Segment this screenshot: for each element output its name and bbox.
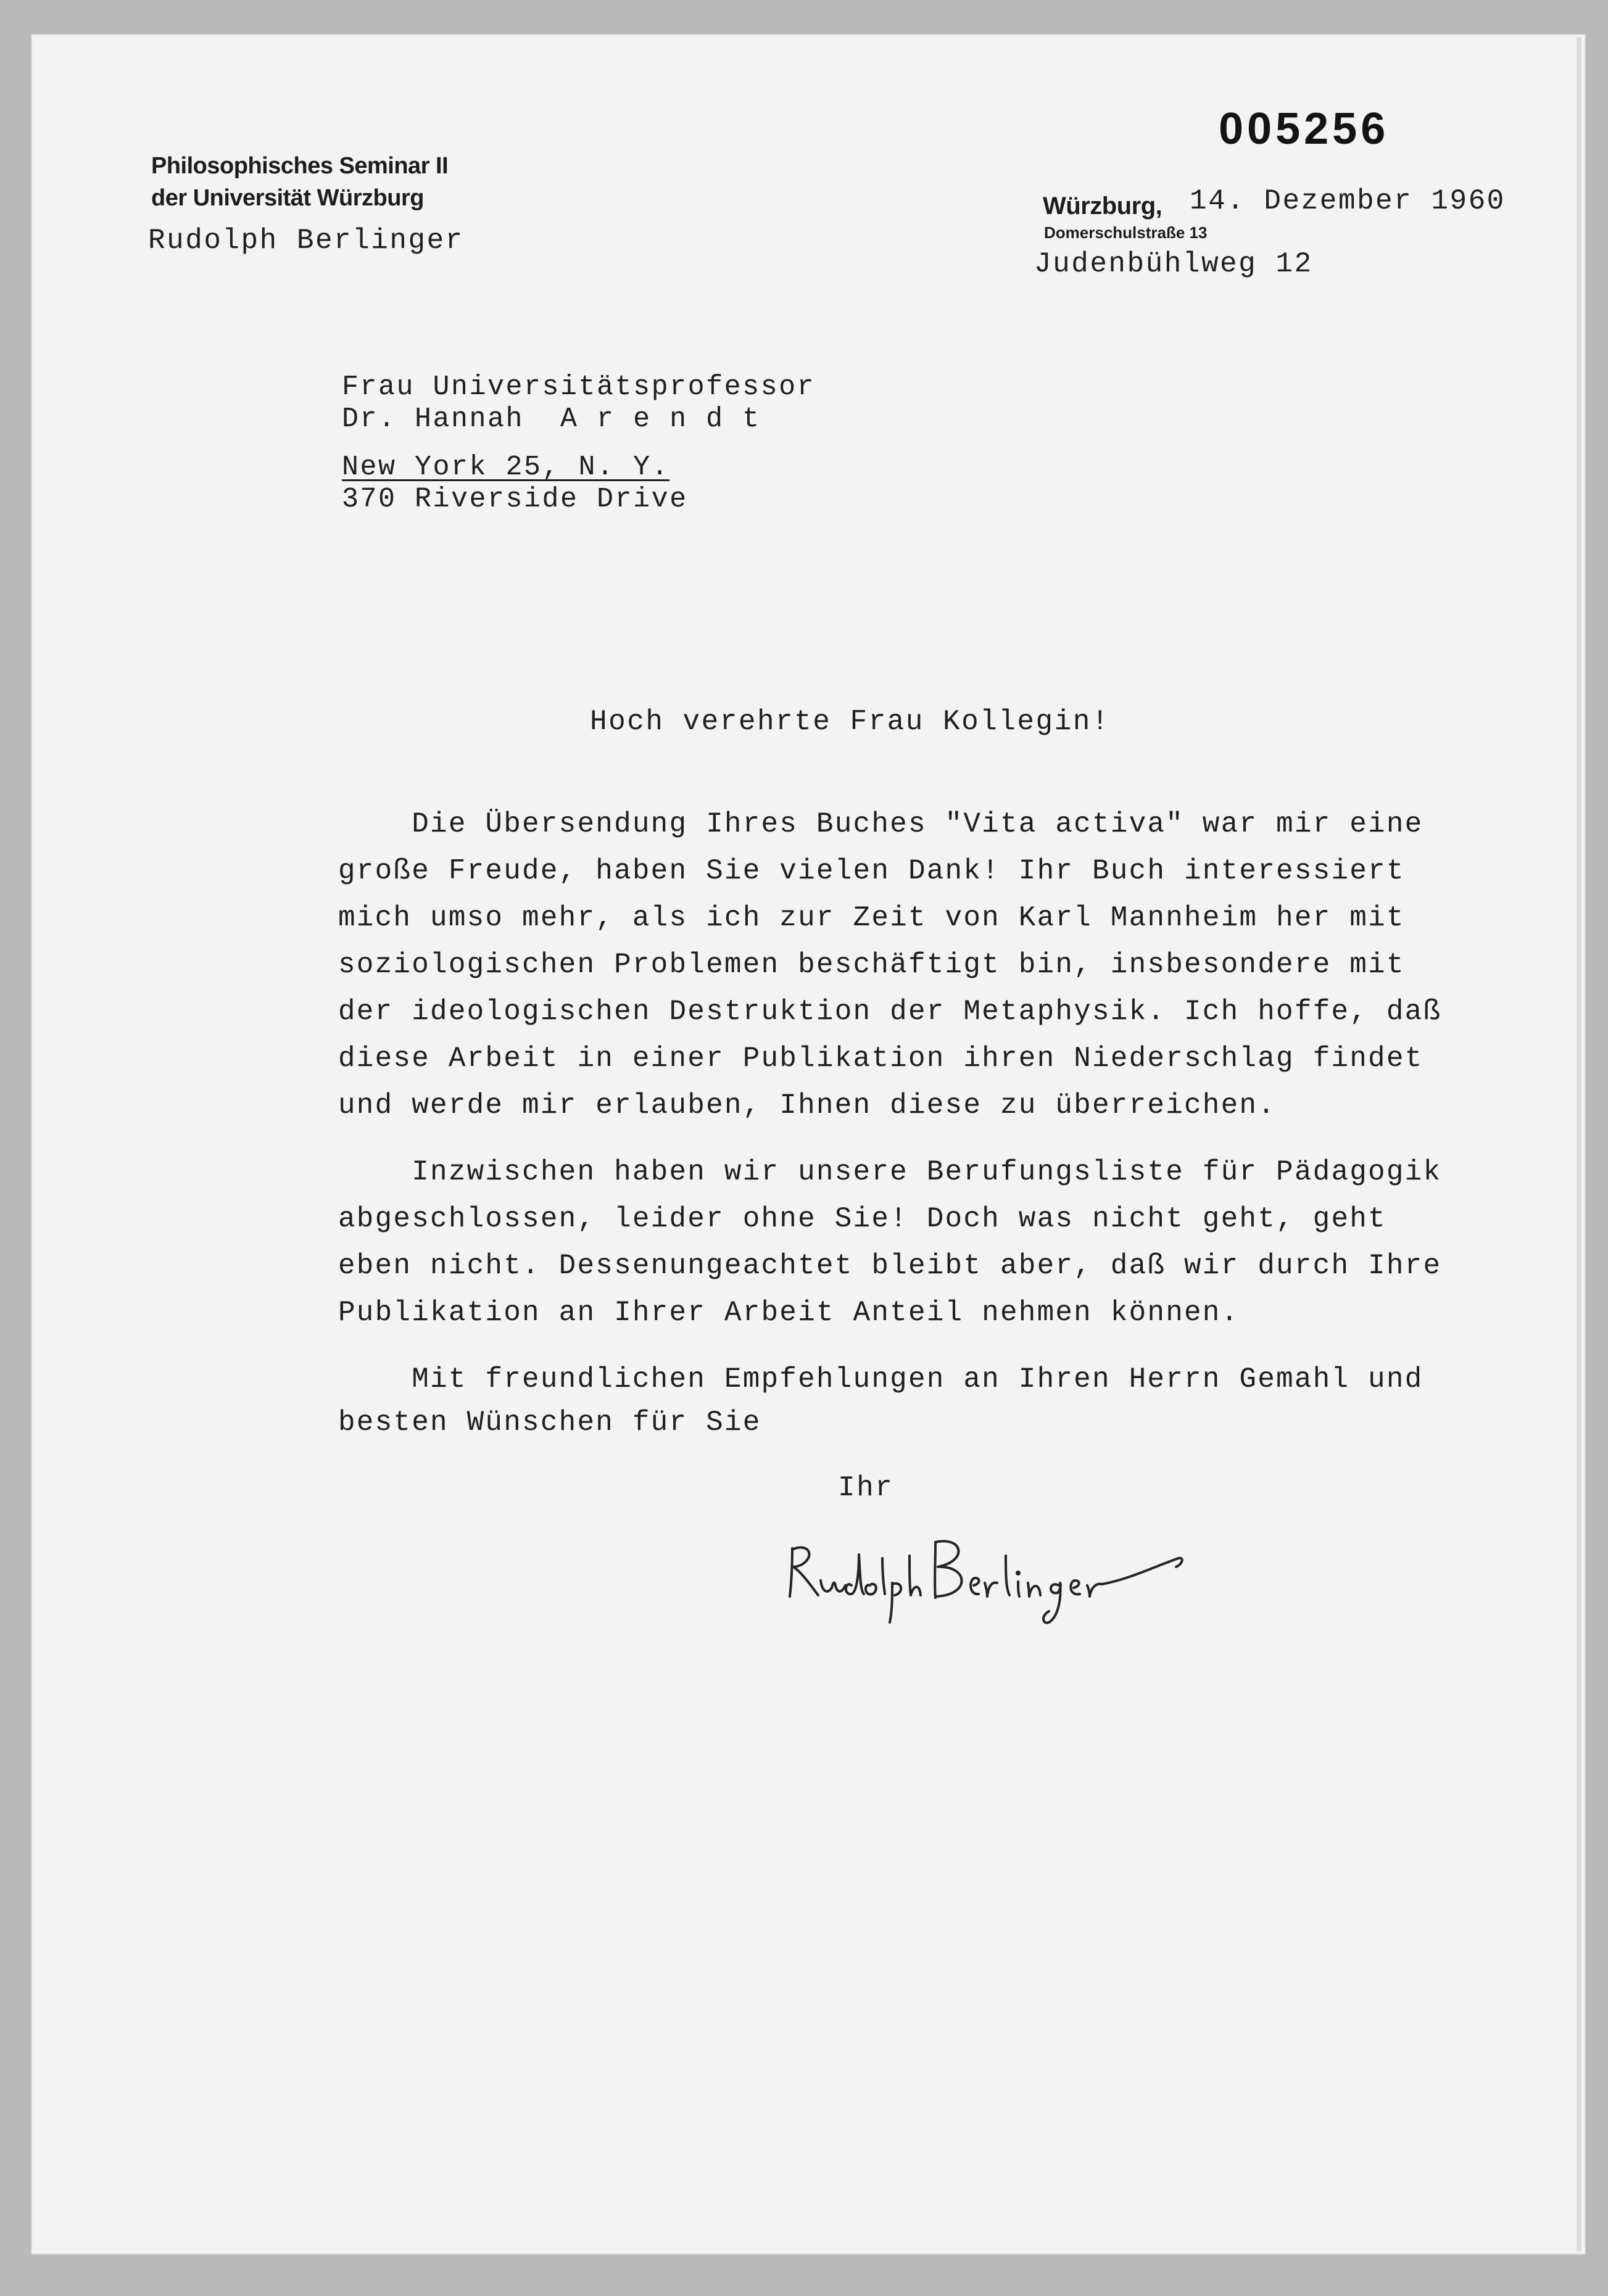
body-line: Inzwischen haben wir unsere Berufungsliste für Pädagogik — [338, 1156, 1442, 1188]
body-line: besten Wünschen für Sie — [338, 1406, 761, 1439]
letterhead-sender-name: Rudolph Berlinger — [148, 225, 464, 257]
body-line: soziologischen Problemen beschäftigt bin, insbesondere mit — [338, 949, 1405, 981]
handwritten-signature — [784, 1524, 1191, 1629]
body-line: mich umso mehr, als ich zur Zeit von Karl Mannheim her mit — [338, 902, 1405, 934]
page-edge — [1577, 37, 1581, 2252]
recipient-line1: Frau Universitätsprofessor — [342, 371, 816, 403]
body-line: Publikation an Ihrer Arbeit Anteil nehmen können. — [338, 1297, 1240, 1329]
recipient-line3: New York 25, N. Y. — [342, 452, 670, 483]
body-line: diese Arbeit in einer Publikation ihren Niederschlag findet — [338, 1043, 1424, 1075]
body-line: Mit freundlichen Empfehlungen an Ihren Herrn Gemahl und — [338, 1363, 1424, 1395]
letterhead-institution-line2: der Universität Würzburg — [151, 185, 424, 211]
recipient-line2: Dr. Hannah A r e n d t — [342, 403, 761, 435]
archive-number: 005256 — [1219, 104, 1390, 154]
body-line: abgeschlossen, leider ohne Sie! Doch was nicht geht, geht — [338, 1203, 1386, 1235]
body-line: große Freude, haben Sie vielen Dank! Ihr Buch interessiert — [338, 855, 1405, 887]
typed-address: Judenbühlweg 12 — [1034, 248, 1313, 280]
letterhead-institution-line1: Philosophisches Seminar II — [151, 153, 449, 179]
place-label: Würzburg, — [1043, 192, 1162, 220]
body-line: der ideologischen Destruktion der Metaphysik. Ich hoffe, daß — [338, 996, 1442, 1028]
body-line: Die Übersendung Ihres Buches "Vita activa" war mir eine — [338, 808, 1424, 840]
recipient-line4: 370 Riverside Drive — [342, 484, 688, 515]
letter-date: 14. Dezember 1960 — [1190, 185, 1506, 217]
body-line: und werde mir erlauben, Ihnen diese zu überreichen. — [338, 1089, 1277, 1121]
letter-page — [31, 34, 1586, 2255]
closing: Ihr — [838, 1472, 894, 1504]
body-line: eben nicht. Dessenungeachtet bleibt aber, daß wir durch Ihre — [338, 1250, 1442, 1282]
salutation: Hoch verehrte Frau Kollegin! — [590, 706, 1110, 738]
printed-address: Domerschulstraße 13 — [1044, 223, 1208, 242]
